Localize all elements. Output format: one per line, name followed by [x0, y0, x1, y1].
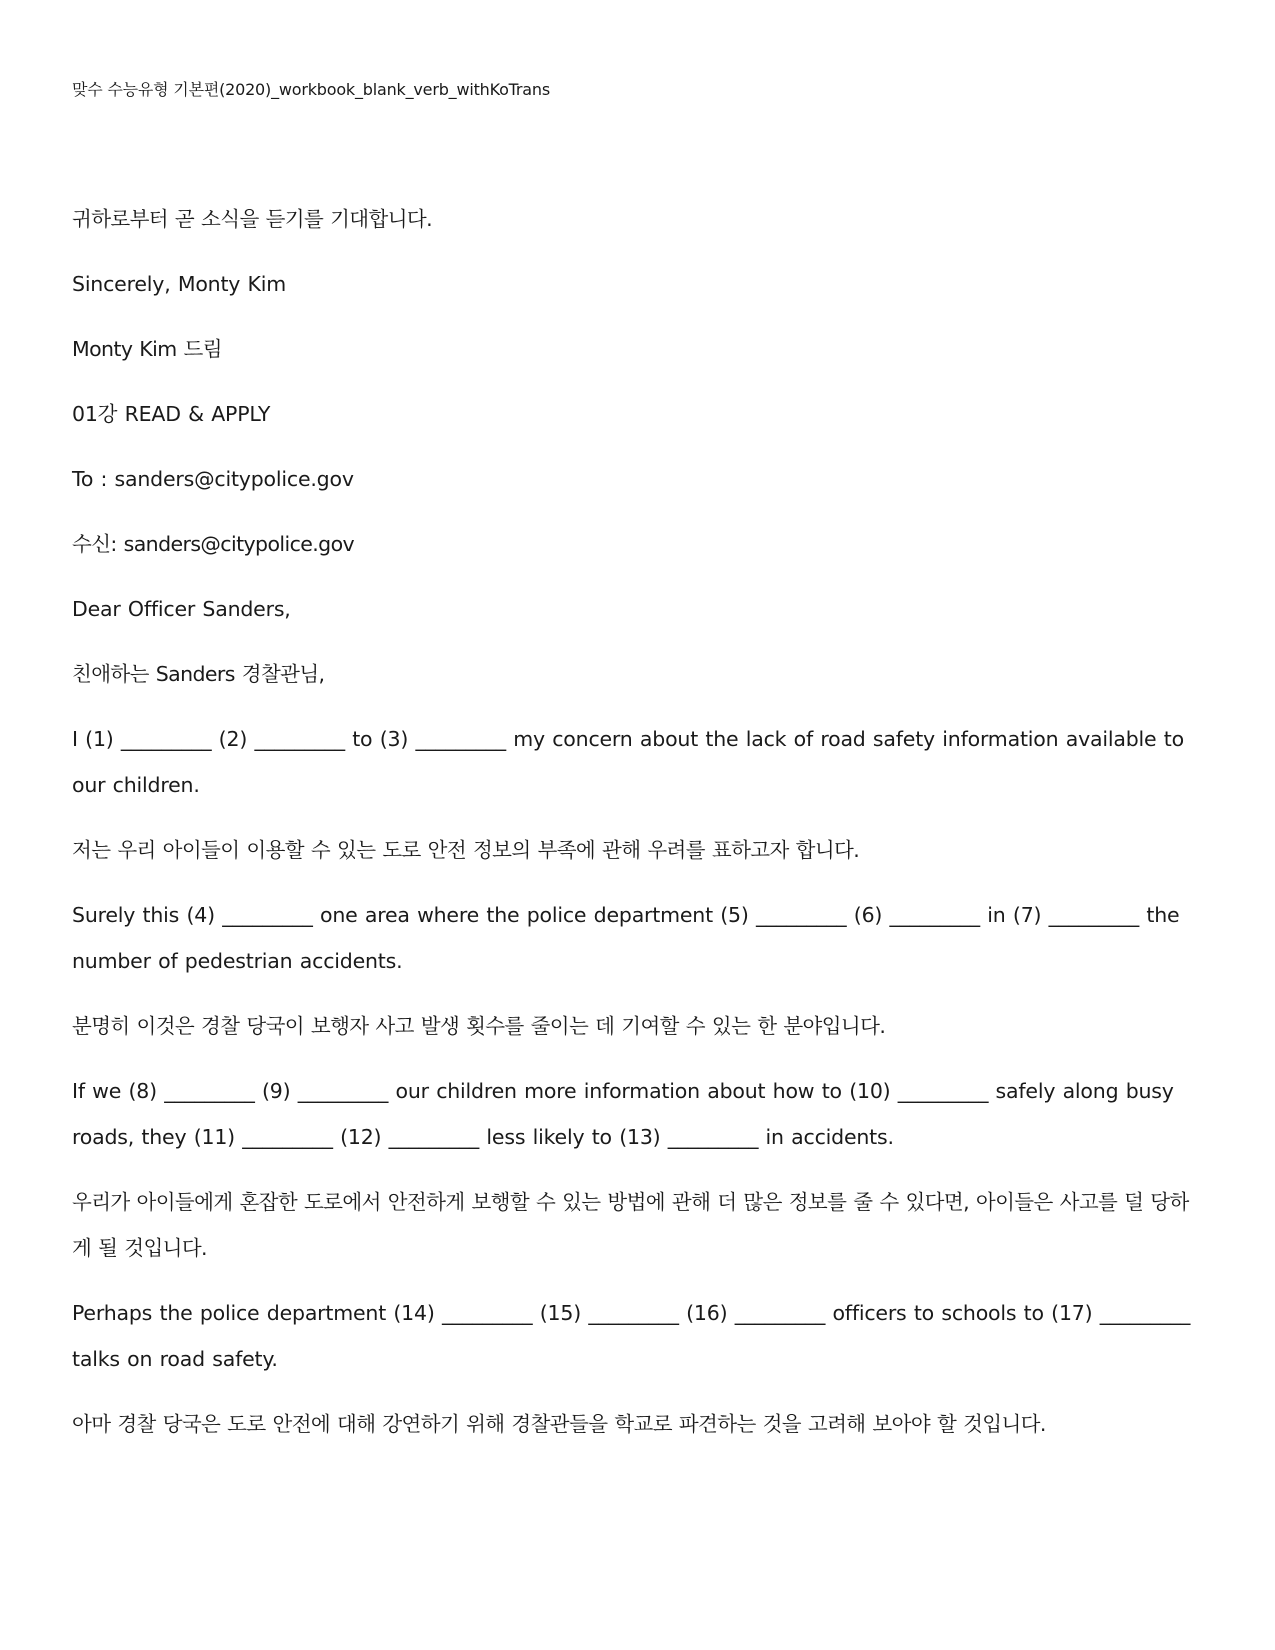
sentence-3-ko: 우리가 아이들에게 혼잡한 도로에서 안전하게 보행할 수 있는 방법에 관해 더 많은 정보를 줄 수 있다면, 아이들은 사고를 덜 당하게 될 것입니다.: [72, 1190, 1189, 1260]
email-to-en: To : sanders@citypolice.gov: [72, 467, 354, 491]
sentence-1-ko: 저는 우리 아이들이 이용할 수 있는 도로 안전 정보의 부족에 관해 우려를 표하고자 합니다.: [72, 838, 860, 862]
sentence-4-ko: 아마 경찰 당국은 도로 안전에 대해 강연하기 위해 경찰관들을 학교로 파견하는 것을 고려해 보아야 할 것입니다.: [72, 1412, 1046, 1436]
document-header: 맞수 수능유형 기본편(2020)_workbook_blank_verb_withKoTrans: [72, 80, 550, 99]
email-to-ko: 수신: sanders@citypolice.gov: [72, 532, 355, 556]
salutation-ko: 친애하는 Sanders 경찰관님,: [72, 662, 325, 686]
closing-line-ko: 귀하로부터 곧 소식을 듣기를 기대합니다.: [72, 207, 433, 231]
signature-en: Sincerely, Monty Kim: [72, 272, 287, 296]
signature-ko: Monty Kim 드림: [72, 337, 222, 361]
sentence-1-en: I (1) _________ (2) _________ to (3) _________ my concern about the lack of road safety information available to our children.: [72, 727, 1184, 797]
salutation-en: Dear Officer Sanders,: [72, 597, 291, 621]
document-body: [72, 196, 1192, 1466]
sentence-2-en: Surely this (4) _________ one area where the police department (5) _________ (6) _________ in (7) _________ the number of pedestrian accidents.: [72, 903, 1180, 973]
lesson-heading: 01강 READ & APPLY: [72, 402, 271, 426]
sentence-2-ko: 분명히 이것은 경찰 당국이 보행자 사고 발생 횟수를 줄이는 데 기여할 수 있는 한 분야입니다.: [72, 1014, 886, 1038]
sentence-3-en: If we (8) _________ (9) _________ our children more information about how to (10) _________ safely along busy roads, they (11) _________ (12) _________ less likely to (13) _________ in accidents.: [72, 1079, 1174, 1149]
sentence-4-en: Perhaps the police department (14) _________ (15) _________ (16) _________ officers to schools to (17) _________ talks on road safety.: [72, 1301, 1191, 1371]
